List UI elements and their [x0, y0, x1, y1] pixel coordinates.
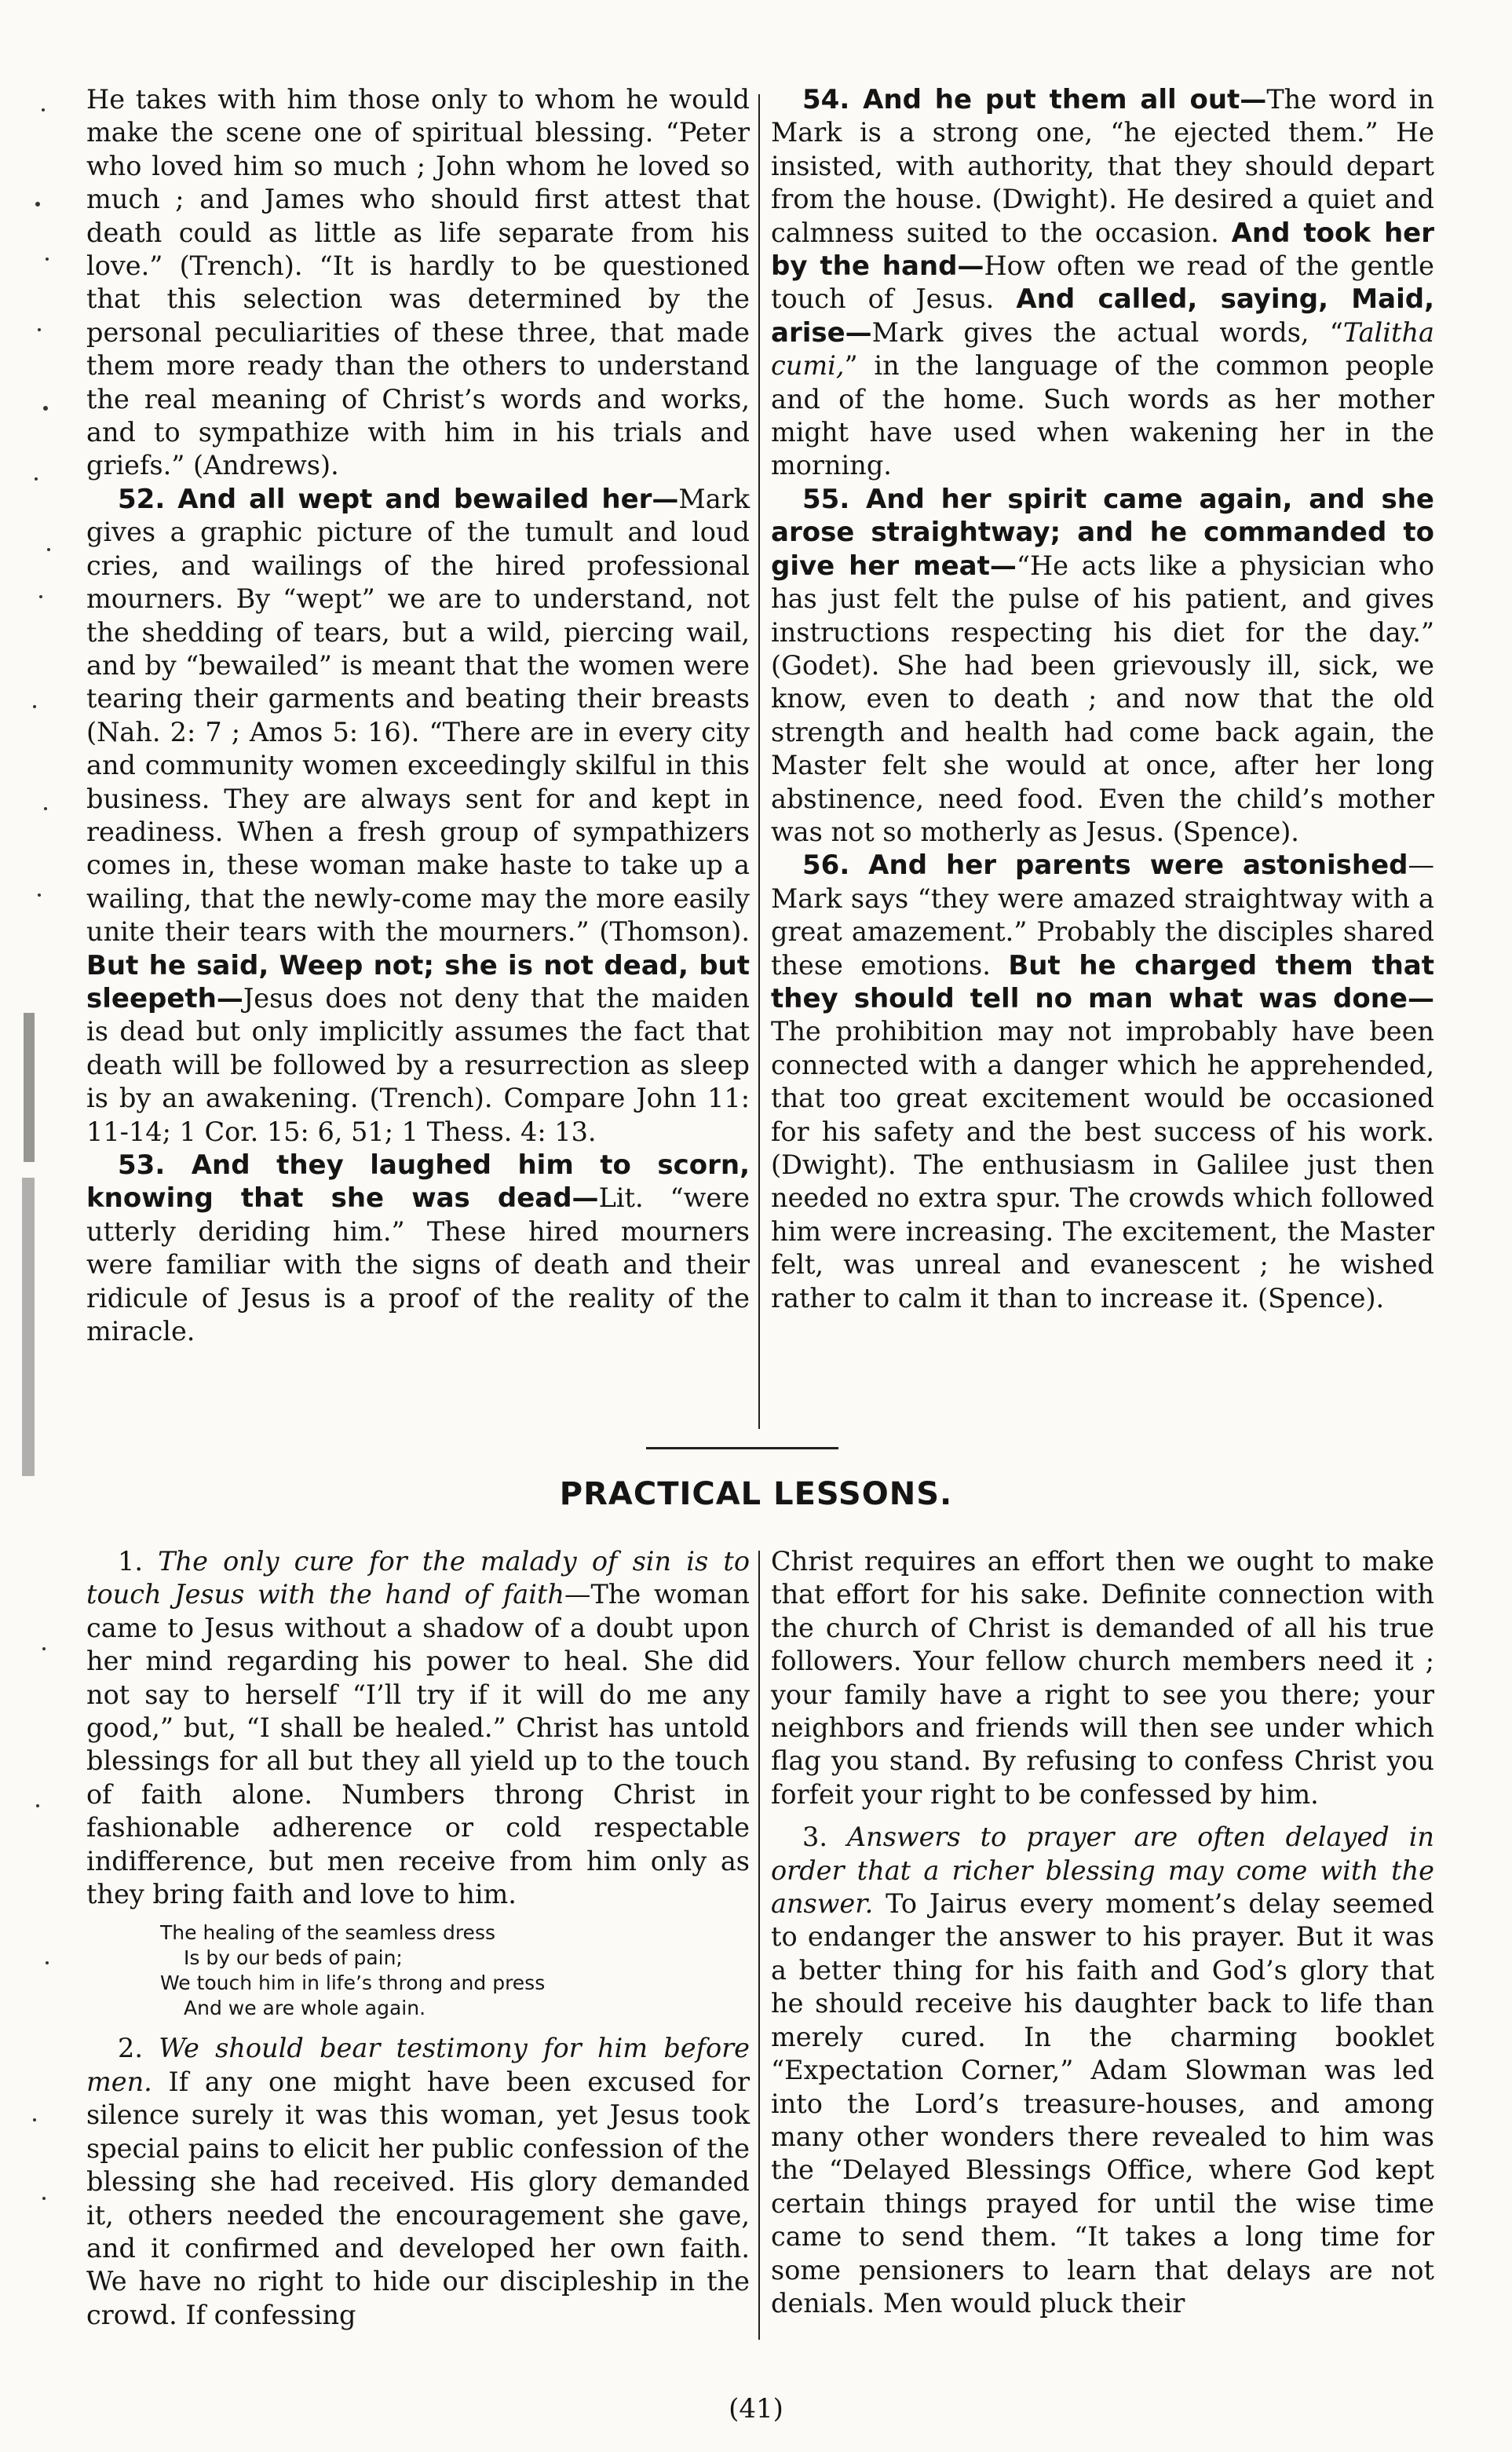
poem-stanza	[160, 1920, 750, 2021]
verse-54-commentary: The word in Mark is a strong one, “he ejected them.” He insisted, with authority, that they should depart from the house. (Dwight). He desired a quiet and calmness suited to the occasion.	[771, 84, 1434, 248]
verse-54-commentary-2: How often we read of the gentle touch of Jesus.	[771, 250, 1434, 315]
verse-52-heading-2: But he said, Weep not; she is not dead, but sleepeth—	[86, 949, 750, 1014]
poem-line: Is by our beds of pain;	[184, 1946, 403, 1970]
column-divider-upper	[758, 94, 760, 1429]
verse-54-commentary-3a: Mark gives the actual words, “	[871, 316, 1343, 348]
lesson-2-paragraph	[86, 2032, 750, 2332]
lesson-2-text: If any one might have been excused for silence surely it was this woman, yet Jesus took special pains to elicit her public confession of the blessing she had received. His glory demanded it, others needed the encouragement she gave, and it confirmed and developed her own faith. We have no right to hide our discipleship in the crowd. If confessing	[86, 2066, 750, 2330]
lesson-2-continuation: Christ requires an effort then we ought to make that effort for his sake. Definite connection with the church of Christ is demanded of all his true followers. Your fellow church members need it ; your family have a right to see you there; your neighbors and friends will then see under which flag you stand. By refusing to confess Christ you forfeit your right to be confessed by him.	[771, 1546, 1434, 1810]
verse-54-heading: 54. And he put them all out—	[802, 84, 1267, 115]
column-divider-lower	[758, 1551, 760, 2340]
talitha-cumi: Talitha cumi,	[771, 316, 1434, 382]
poem-line: We touch him in life’s throng and press	[160, 1971, 546, 1995]
upper-right-column	[771, 83, 1434, 1315]
poem-line: The healing of the seamless dress	[160, 1921, 495, 1945]
upper-left-column	[86, 83, 750, 1348]
verse-54-paragraph	[771, 83, 1434, 483]
lesson-2-title: We should bear testimony for him before men.	[86, 2033, 750, 2097]
lesson-1-text: The woman came to Jesus without a shadow of a doubt upon her mind regarding his power to heal. She did not say to herself “I’ll try if it will do me any good,” but, “I shall be healed.” Christ has untold blessings for all but they all yield up to the touch of faith alone. Numbers throng Christ in fashionable adherence or cold respectable indifference, but men receive from him only as they bring faith and love to him.	[86, 1579, 750, 1910]
verse-54-heading-3: And called, saying, Maid, arise—	[771, 283, 1434, 349]
verse-53-commentary: Lit. “were utterly deriding him.” These hired mourners were familiar with the signs of death and their ridicule of Jesus is a proof of the reality of the miracle.	[86, 1182, 750, 1347]
verse-56-commentary: —Mark says “they were amazed straightway with a great amazement.” Probably the disciples shared these emotions.	[771, 850, 1434, 981]
lesson-1-number: 1.	[118, 1546, 143, 1577]
poem-line: And we are whole again.	[184, 1997, 426, 2020]
verse-56-commentary-2: The prohibition may not improbably have been connected with a danger which he apprehended, that too great excitement would be occasioned for his safety and the best success of his work. (Dwight). The enthusiasm in Galilee just then needed no extra spur. The crowds which followed him were increasing. The excitement, the Master felt, was unreal and evanescent ; he wished rather to calm it than to increase it. (Spence).	[771, 1016, 1434, 1314]
verse-52-commentary-2: Jesus does not deny that the maiden is dead but only implicitly assumes the fact that death will be followed by a resurrection as sleep is by an awakening. (Trench). Compare John 11: 11-14; 1 Cor. 15: 6, 51; 1 Thess. 4: 13.	[86, 982, 750, 1147]
lesson-1-title: The only cure for the malady of sin is to touch Jesus with the hand of faith—	[86, 1546, 751, 1610]
verse-55-paragraph	[771, 483, 1434, 849]
verse-54-heading-2: And took her by the hand—	[771, 217, 1434, 283]
lesson-3-paragraph	[771, 1821, 1434, 2320]
verse-56-heading-2: But he charged them that they should tell no man what was done—	[771, 949, 1434, 1014]
section-separator-rule	[646, 1447, 838, 1449]
lesson-2-number: 2.	[118, 2033, 143, 2064]
verse-52-commentary: Mark gives a graphic picture of the tumult and loud cries, and wailings of the hired professional mourners. By “wept” we are to understand, not the shedding of tears, but a wild, piercing wail, and by “bewailed” is meant that the women were tearing their garments and beating their breasts (Nah. 2: 7 ; Amos 5: 16). “There are in every city and community women exceedingly skilful in this business. They are always sent for and kept in readiness. When a fresh group of sympathizers comes in, these woman make haste to take up a wailing, that the newly-come may the more easily unite their tears with the mourners.” (Thomson).	[86, 483, 750, 948]
lesson-1-paragraph	[86, 1545, 750, 1911]
lessons-right-column	[771, 1545, 1434, 2320]
verse-52-heading: 52. And all wept and bewailed her—	[118, 483, 679, 515]
verse-56-paragraph	[771, 849, 1434, 1315]
lessons-left-column	[86, 1545, 750, 2332]
page-number: (41)	[729, 2393, 783, 2425]
intro-paragraph: He takes with him those only to whom he would make the scene one of spiritual blessing. “Peter who loved him so much ; John whom he loved so much ; and James who should first attest that death could as little as life separate from his love.” (Trench). “It is hardly to be questioned that this selection was determined by the personal peculiarities of these three, that made them more ready than the others to understand the real meaning of Christ’s words and works, and to sympathize with him in his trials and griefs.” (Andrews).	[86, 84, 750, 481]
verse-55-heading: 55. And her spirit came again, and she arose straightway; and he commanded to give her meat—	[771, 483, 1434, 582]
verse-53-paragraph	[86, 1149, 750, 1348]
scanned-margin-specks	[0, 0, 55, 2452]
section-title: PRACTICAL LESSONS.	[559, 1476, 953, 1512]
verse-53-heading: 53. And they laughed him to scorn, knowing that she was dead—	[86, 1149, 750, 1215]
verse-55-commentary: “He acts like a physician who has just felt the pulse of his patient, and gives instructions respecting his diet for the day.” (Godet). She had been grievously ill, sick, we know, even to death ; and now that the old strength and health had come back again, the Master felt she would at once, after her long abstinence, need food. Even the child’s mother was not so motherly as Jesus. (Spence).	[771, 550, 1434, 847]
lesson-3-text: To Jairus every moment’s delay seemed to endanger the answer to his prayer. But it was a better thing for his faith and God’s glory that he should receive his daughter back to life than merely cured. In the charming booklet “Expectation Corner,” Adam Slowman was led into the Lord’s treasure-houses, and among many other wonders there revealed to him was the “Delayed Blessings Office, where God kept certain things prayed for until the wise time came to send them. “It takes a long time for some pensioners to learn that delays are not denials. Men would pluck their	[771, 1888, 1435, 2319]
verse-54-commentary-3c: ” in the language of the common people and of the home. Such words as her mother might have used when wakening her in the morning.	[771, 350, 1434, 481]
lesson-3-number: 3.	[802, 1822, 827, 1853]
verse-56-heading: 56. And her parents were astonished	[802, 850, 1408, 882]
lesson-3-title: Answers to prayer are often delayed in order that a richer blessing may come with the answer.	[771, 1822, 1434, 1920]
verse-52-paragraph	[86, 483, 750, 1149]
